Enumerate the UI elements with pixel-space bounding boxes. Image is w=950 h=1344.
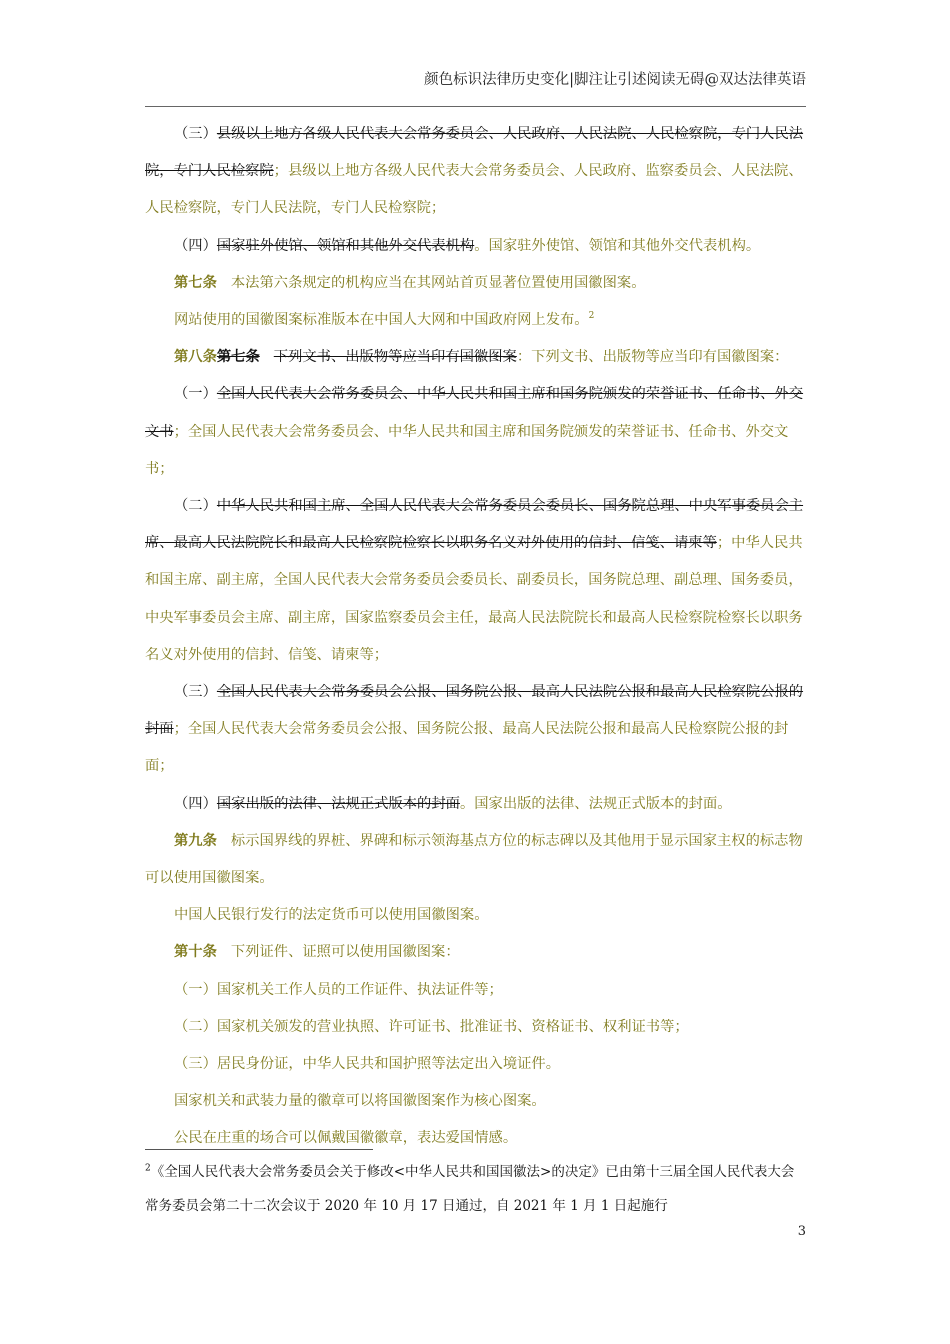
paragraph-article-10 [145,934,807,971]
paragraph-article-10-item-3 [145,1046,807,1083]
separator: 。 [474,237,489,254]
deleted-text: 全国人民代表大会常务委员会公报、国务院公报、最高人民法院公报和最高人民检察院公报的封面 [145,684,804,738]
footnote-text: 《全国人民代表大会常务委员会关于修改<中华人民共和国国徽法>的决定》已由第十三届全国人民代表大会常务委员会第二十二次会议于 2020 年 10 月 17 日通过，自 2021 年 1 月 1 日起施行 [145,1164,795,1214]
separator: ； [716,535,732,552]
footnote-divider [145,1149,373,1150]
footnote-reference[interactable]: 2 [588,311,595,322]
paragraph-item-3 [145,116,807,228]
paragraph-article-10-badges [145,1083,807,1120]
list-item: （一）国家机关工作人员的工作证件、执法证件等； [174,981,503,998]
item-number: （一） [174,386,217,403]
separator: ： [516,349,532,366]
deleted-text: 中华人民共和国主席、全国人民代表大会常务委员会委员长、国务院总理、中央军事委员会主席、最高人民法院院长和最高人民检察院检察长以职务名义对外使用的信封、信笺、请柬等 [145,498,804,552]
paragraph-item-4 [145,228,807,265]
article-9-text: 标示国界线的界桩、界碑和标示领海基点方位的标志碑以及其他用于显示国家主权的标志物可以使用国徽图案。 [145,832,803,887]
paragraph-article-10-citizens [145,1120,807,1157]
inserted-text: 下列文书、出版物等应当印有国徽图案： [531,349,789,366]
article-9-second-paragraph: 中国人民银行发行的法定货币可以使用国徽图案。 [174,907,489,924]
article-7-text: 本法第六条规定的机构应当在其网站首页显著位置使用国徽图案。 [230,274,646,291]
deleted-text: 国家驻外使馆、领馆和其他外交代表机构 [216,237,475,254]
header-divider [145,106,806,107]
deleted-text: 全国人民代表大会常务委员会、中华人民共和国主席和国务院颁发的荣誉证书、任命书、外交文书 [145,386,804,440]
paragraph-article-9 [145,823,807,897]
article-10-second-paragraph: 国家机关和武装力量的徽章可以将国徽图案作为核心图案。 [174,1093,546,1110]
paragraph-article-10-item-2 [145,1009,807,1046]
list-item: （三）居民身份证，中华人民共和国护照等法定出入境证件。 [174,1056,561,1073]
inserted-text: 全国人民代表大会常务委员会、中华人民共和国主席和国务院颁发的荣誉证书、任命书、外交文书； [145,423,789,477]
separator: ； [173,721,188,738]
item-number: （四） [174,795,217,812]
inserted-text: 全国人民代表大会常务委员会公报、国务院公报、最高人民法院公报和最高人民检察院公报的封面； [145,721,789,775]
article-8-label-old: 第七条 [216,349,260,366]
footnote [145,1155,807,1223]
article-10-text: 下列证件、证照可以使用国徽图案： [230,944,460,961]
paragraph-article-8-item-1 [145,376,807,488]
inserted-text: 国家驻外使馆、领馆和其他外交代表机构。 [488,237,761,254]
paragraph-article-8-item-3 [145,674,807,786]
paragraph-article-8-item-4 [145,786,807,823]
article-9-label: 第九条 [174,832,217,849]
article-7-second-paragraph: 网站使用的国徽图案标准版本在中国人大网和中国政府网上发布。 [174,312,589,329]
separator: ； [273,163,288,180]
item-number: （四） [174,237,217,254]
item-number: （三） [174,684,217,701]
page-header: 颜色标识法律历史变化|脚注让引述阅读无碍@双达法律英语 [424,72,806,88]
paragraph-article-8 [145,339,807,376]
deleted-text: 国家出版的法律、法规正式版本的封面 [216,795,460,812]
inserted-text: 国家出版的法律、法规正式版本的封面。 [474,795,732,812]
article-10-third-paragraph: 公民在庄重的场合可以佩戴国徽徽章，表达爱国情感。 [174,1130,518,1147]
document-body [145,116,807,1158]
item-number: （二） [174,498,217,515]
separator: 。 [459,795,475,812]
deleted-text: 下列文书、出版物等应当印有国徽图案 [273,349,517,366]
footnote-mark: 2 [145,1163,151,1174]
paragraph-article-7 [145,265,807,302]
page-number: 3 [797,1224,806,1239]
inserted-text: 中华人民共和国主席、副主席，全国人民代表大会常务委员会委员长、副委员长，国务院总理、副总理、国务委员，中央军事委员会主席、副主席，国家监察委员会主任，最高人民法院院长和最高人民检察院检察长以职务名义对外使用的信封、信笺、请柬等； [145,535,803,663]
article-8-label-new: 第八条 [174,349,217,366]
paragraph-article-8-item-2 [145,488,807,674]
article-10-label: 第十条 [174,944,217,961]
inserted-text: 县级以上地方各级人民代表大会常务委员会、人民政府、监察委员会、人民法院、人民检察院，专门人民法院，专门人民检察院； [145,163,803,217]
deleted-text: 县级以上地方各级人民代表大会常务委员会、人民政府、人民法院、人民检察院，专门人民法院，专门人民检察院 [145,126,804,180]
paragraph-article-7-website [145,302,807,339]
paragraph-article-10-item-1 [145,972,807,1009]
separator: ； [173,423,188,440]
article-7-label: 第七条 [174,274,217,291]
item-number: （三） [174,126,217,142]
list-item: （二）国家机关颁发的营业执照、许可证书、批准证书、资格证书、权利证书等； [174,1018,689,1035]
paragraph-article-9-currency [145,897,807,934]
